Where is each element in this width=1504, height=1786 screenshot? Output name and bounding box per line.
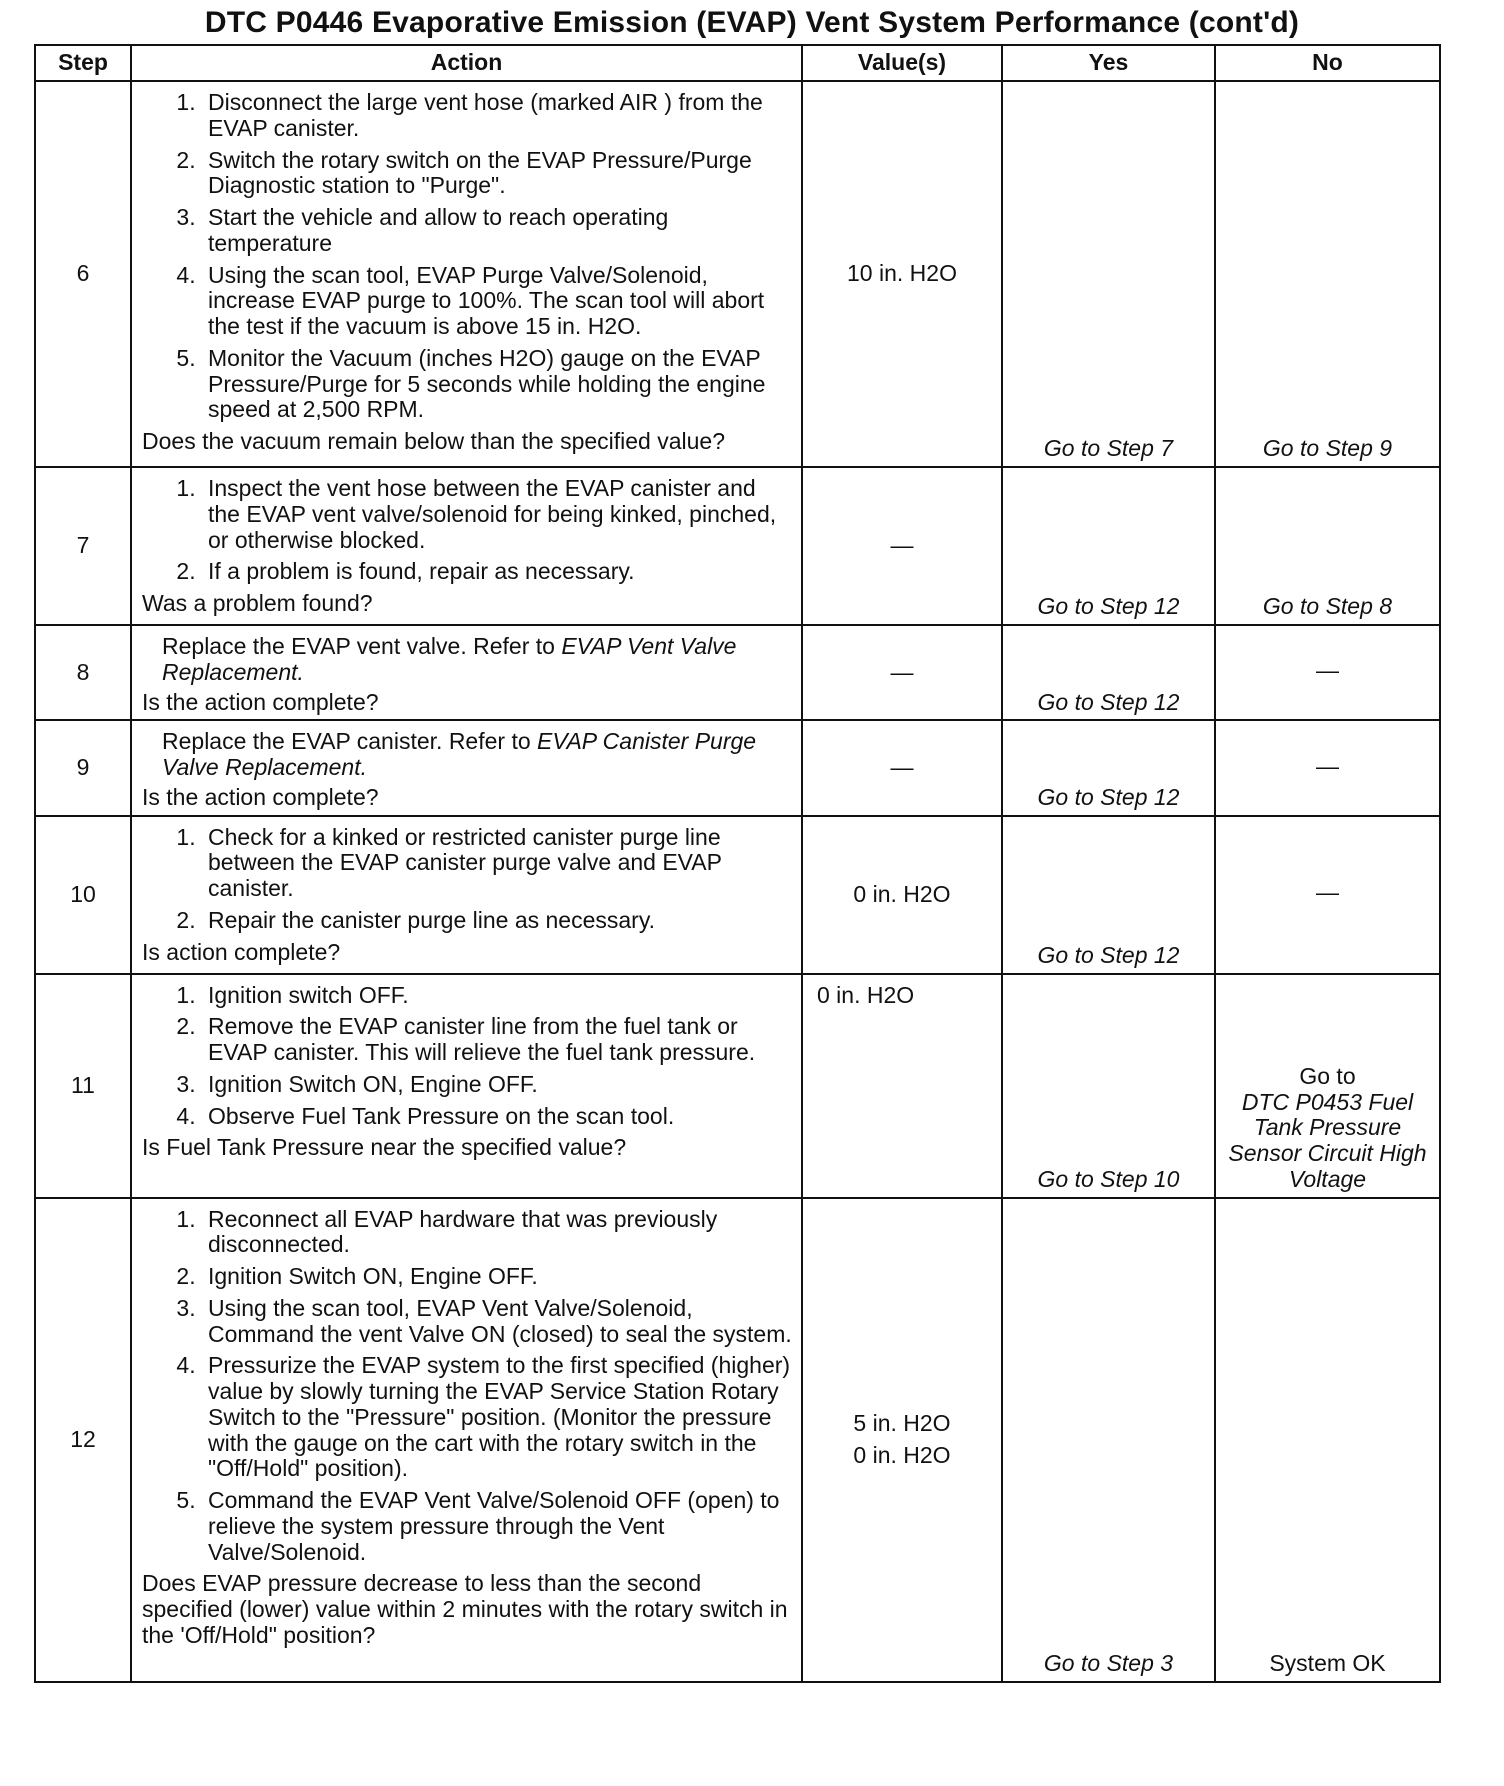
- no-cell: Go to Step 9: [1215, 81, 1440, 467]
- diagnostic-table: [34, 44, 1441, 1683]
- action-item: 3. Start the vehicle and allow to reach operating temperature: [202, 205, 793, 257]
- action-cell: [131, 81, 802, 467]
- yes-cell: Go to Step 12: [1002, 467, 1215, 625]
- header-no: No: [1215, 45, 1440, 81]
- table-row: [35, 720, 1440, 815]
- action-item: 2. Repair the canister purge line as necessary.: [202, 908, 793, 934]
- yes-cell: Go to Step 12: [1002, 625, 1215, 720]
- value-cell: 0 in. H2O: [802, 816, 1002, 974]
- action-question: Is action complete?: [142, 938, 341, 965]
- table-row: [35, 816, 1440, 974]
- action-cell: [131, 816, 802, 974]
- value-line: 0 in. H2O: [853, 1441, 951, 1468]
- step-number: 10: [35, 816, 131, 974]
- action-cell: [131, 1198, 802, 1682]
- action-cell: [131, 720, 802, 815]
- no-goto-target: DTC P0453 Fuel Tank Pressure Sensor Circuit High Voltage: [1228, 1088, 1427, 1192]
- action-item: 5. Monitor the Vacuum (inches H2O) gauge on the EVAP Pressure/Purge for 5 seconds while holding the engine speed at 2,500 RPM.: [202, 346, 793, 423]
- action-cell: [131, 625, 802, 720]
- yes-cell: Go to Step 12: [1002, 816, 1215, 974]
- yes-cell: Go to Step 3: [1002, 1198, 1215, 1682]
- action-item: 2. Ignition Switch ON, Engine OFF.: [202, 1264, 793, 1290]
- action-question: Is Fuel Tank Pressure near the specified value?: [142, 1134, 627, 1161]
- no-goto-lead: Go to: [1299, 1062, 1356, 1089]
- value-cell: —: [802, 720, 1002, 815]
- action-item: 5. Command the EVAP Vent Valve/Solenoid OFF (open) to relieve the system pressure through the Vent Valve/Solenoid.: [202, 1488, 793, 1565]
- no-cell: [1215, 974, 1440, 1198]
- action-item: 3. Ignition Switch ON, Engine OFF.: [202, 1072, 793, 1098]
- table-row: [35, 81, 1440, 467]
- table-row: [35, 625, 1440, 720]
- table-row: [35, 974, 1440, 1198]
- step-number: 8: [35, 625, 131, 720]
- header-row: [35, 45, 1440, 81]
- table-row: [35, 1198, 1440, 1682]
- action-item: 2. Remove the EVAP canister line from the fuel tank or EVAP canister. This will relieve the fuel tank pressure.: [202, 1014, 793, 1066]
- step-number: 11: [35, 974, 131, 1198]
- no-goto: [1217, 1064, 1438, 1193]
- no-cell: Go to Step 8: [1215, 467, 1440, 625]
- value-line: 5 in. H2O: [853, 1409, 951, 1436]
- action-item: 1. Check for a kinked or restricted canister purge line between the EVAP canister purge valve and EVAP canister.: [202, 825, 793, 902]
- action-item: 4. Observe Fuel Tank Pressure on the scan tool.: [202, 1104, 793, 1130]
- action-cell: [131, 467, 802, 625]
- no-cell: —: [1215, 816, 1440, 974]
- no-cell: —: [1215, 720, 1440, 815]
- value-cell: 0 in. H2O: [802, 974, 1002, 1198]
- value-cell: —: [802, 625, 1002, 720]
- action-item: 1. Inspect the vent hose between the EVAP canister and the EVAP vent valve/solenoid for being kinked, pinched, or otherwise blocked.: [202, 476, 793, 553]
- action-item: 1. Reconnect all EVAP hardware that was previously disconnected.: [202, 1207, 793, 1259]
- value-cell: —: [802, 467, 1002, 625]
- action-question: Is the action complete?: [142, 783, 379, 810]
- action-item: 2. Switch the rotary switch on the EVAP Pressure/Purge Diagnostic station to "Purge".: [202, 148, 793, 200]
- no-cell: —: [1215, 625, 1440, 720]
- action-text: Replace the EVAP vent valve. Refer to EVAP Vent Valve Replacement.: [162, 633, 737, 685]
- action-item: 2. If a problem is found, repair as necessary.: [202, 559, 793, 585]
- yes-cell: Go to Step 7: [1002, 81, 1215, 467]
- header-values: Value(s): [802, 45, 1002, 81]
- page-title: DTC P0446 Evaporative Emission (EVAP) Vent System Performance (cont'd): [204, 6, 1300, 39]
- action-item: 1. Disconnect the large vent hose (marked AIR ) from the EVAP canister.: [202, 90, 793, 142]
- action-item: 3. Using the scan tool, EVAP Vent Valve/Solenoid, Command the vent Valve ON (closed) to seal the system.: [202, 1296, 793, 1348]
- header-yes: Yes: [1002, 45, 1215, 81]
- action-item: 4. Using the scan tool, EVAP Purge Valve/Solenoid, increase EVAP purge to 100%. The scan tool will abort the test if the vacuum is above 15 in. H2O.: [202, 263, 793, 340]
- step-number: 9: [35, 720, 131, 815]
- action-question: Was a problem found?: [142, 590, 373, 616]
- value-cell: 10 in. H2O: [802, 81, 1002, 467]
- step-number: 12: [35, 1198, 131, 1682]
- action-text: Replace the EVAP canister. Refer to EVAP Canister Purge Valve Replacement.: [162, 728, 757, 780]
- action-question: Does EVAP pressure decrease to less than the second specified (lower) value within 2 minutes with the rotary switch in the 'Off/Hold" position?: [142, 1570, 788, 1648]
- step-number: 6: [35, 81, 131, 467]
- step-number: 7: [35, 467, 131, 625]
- value-cell: [802, 1198, 1002, 1682]
- yes-cell: Go to Step 10: [1002, 974, 1215, 1198]
- header-step: Step: [35, 45, 131, 81]
- yes-cell: Go to Step 12: [1002, 720, 1215, 815]
- action-question: Does the vacuum remain below than the specified value?: [142, 428, 726, 454]
- header-action: Action: [131, 45, 802, 81]
- table-row: [35, 467, 1440, 625]
- action-item: 1. Ignition switch OFF.: [202, 983, 793, 1009]
- action-cell: [131, 974, 802, 1198]
- action-item: 4. Pressurize the EVAP system to the first specified (higher) value by slowly turning the EVAP Service Station Rotary Switch to the "Pressure" position. (Monitor the pressure with the gauge on the cart with the rotary switch in the "Off/Hold" position).: [202, 1353, 793, 1482]
- no-cell: System OK: [1215, 1198, 1440, 1682]
- action-question: Is the action complete?: [142, 688, 379, 715]
